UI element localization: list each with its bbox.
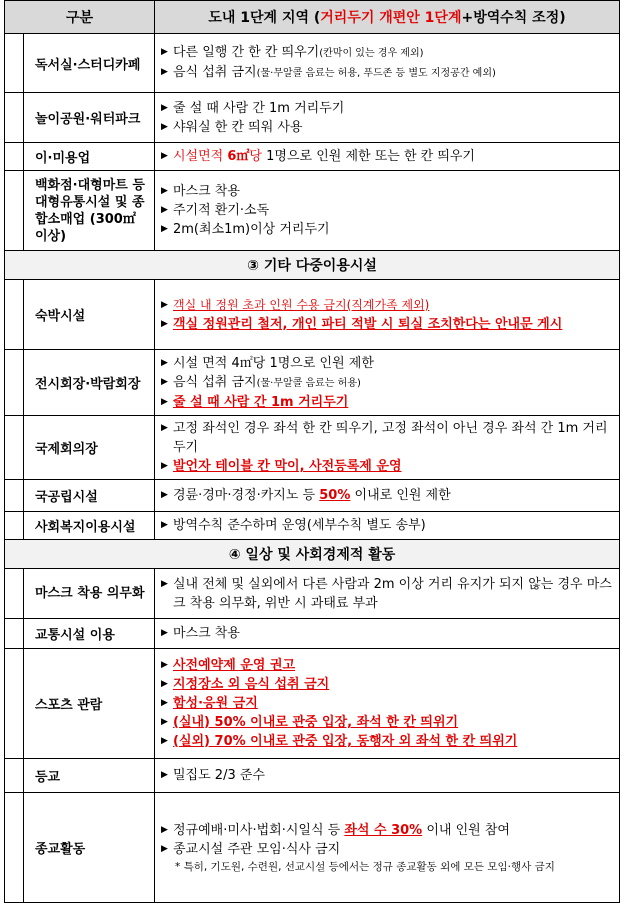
- rules-table: [4, 0, 620, 903]
- list-item: ▶ 시설 면적 4㎡당 1명으로 인원 제한: [161, 355, 374, 371]
- list-item: ▶ 마스크 착용: [161, 626, 240, 641]
- bullet-icon: ▶: [161, 67, 168, 77]
- bullet-icon: ▶: [161, 717, 168, 727]
- row-mask-mandate: [5, 569, 620, 619]
- bullet-icon: ▶: [161, 186, 168, 196]
- section-header-4: ④ 일상 및 사회경제적 활동: [5, 540, 620, 569]
- category-cell: 등교: [5, 759, 155, 793]
- bullet-icon: ▶: [161, 698, 168, 708]
- content-cell: [155, 34, 620, 93]
- row-exhibition: [5, 350, 620, 416]
- bullet-icon: ▶: [161, 679, 168, 689]
- category-cell: 이·미용업: [5, 143, 155, 171]
- header-row: [5, 1, 620, 34]
- list-item: ▶ 실내 전체 및 실외에서 다른 사람과 2m 이상 거리 유지가 되지 않는 경우 마스크 착용 의무화, 위반 시 과태료 부과: [161, 576, 612, 611]
- content-cell: [155, 93, 620, 143]
- category-cell: 스포츠 관람: [5, 649, 155, 759]
- category-cell: 마스크 착용 의무화: [5, 569, 155, 619]
- bullet-icon: ▶: [161, 843, 168, 854]
- bullet-icon: ▶: [161, 578, 168, 589]
- content-cell: [155, 143, 620, 171]
- list-item: ▶ 정규예배·미사·법회·시일식 등 좌석 수 30% 이내 인원 참여: [161, 822, 510, 838]
- list-item: ▶ 객실 정원관리 철저, 개인 파티 적발 시 퇴실 조치한다는 안내문 게시: [161, 316, 563, 332]
- content-cell: [155, 480, 620, 512]
- list-item: ▶ 줄 설 때 사람 간 1m 거리두기: [161, 394, 349, 410]
- list-item: ▶ 주기적 환기·소독: [161, 203, 270, 218]
- list-item: ▶ 다른 일행 간 한 칸 띄우기(칸막이 있는 경우 제외): [161, 45, 424, 60]
- bullet-icon: ▶: [161, 318, 168, 329]
- list-item: ▶ 음식 섭취 금지(물·무알콜 음료는 허용): [161, 374, 361, 390]
- content-cell: [155, 759, 620, 793]
- content-cell: [155, 171, 620, 251]
- list-item: ▶ 함성·응원 금지: [161, 696, 258, 711]
- bullet-icon: ▶: [161, 736, 168, 746]
- bullet-icon: ▶: [161, 660, 168, 670]
- list-item: ▶ 2m(최소1m)이상 거리두기: [161, 222, 330, 237]
- category-cell: 국제회의장: [5, 416, 155, 480]
- content-cell: [155, 793, 620, 903]
- bullet-icon: ▶: [161, 121, 168, 132]
- row-study-cafe: [5, 34, 620, 93]
- content-cell: [155, 619, 620, 649]
- list-item: ▶ 샤워실 한 칸 띄워 사용: [161, 119, 303, 135]
- list-item: ▶ 객실 내 정원 초과 인원 수용 금지(직계가족 제외): [161, 296, 613, 315]
- row-welfare: [5, 512, 620, 540]
- row-beauty-salon: [5, 143, 620, 171]
- section-header-3: ③ 기타 다중이용시설: [5, 251, 620, 280]
- bullet-icon: ▶: [161, 205, 168, 215]
- list-item: ▶ 경륜·경마·경정·카지노 등 50% 이내로 인원 제한: [161, 488, 451, 503]
- row-lodging: [5, 280, 620, 350]
- row-amusement-park: [5, 93, 620, 143]
- content-cell: [155, 350, 620, 416]
- row-school: [5, 759, 620, 793]
- bullet-icon: ▶: [161, 824, 168, 835]
- row-sports: [5, 649, 620, 759]
- row-department-store: [5, 171, 620, 251]
- row-religion: [5, 793, 620, 903]
- bullet-icon: ▶: [161, 396, 168, 407]
- row-conference: [5, 416, 620, 480]
- list-item: ▶ 방역수칙 준수하며 운영(세부수칙 별도 송부): [161, 518, 426, 533]
- list-item: ▶ 지정장소 외 음식 섭취 금지: [161, 677, 330, 692]
- list-item: ▶ 시설면적 6㎡당 1명으로 인원 제한 또는 한 칸 띄우기: [161, 149, 475, 164]
- list-item: ▶ 음식 섭취 금지(물·무알콜 음료는 허용, 푸드존 등 별도 지정공간 예외): [161, 65, 496, 80]
- footnote: * 특히, 기도원, 수련원, 선교시설 등에서는 정규 종교활동 외에 모든 모임·행사 금지: [175, 860, 555, 873]
- row-transit: [5, 619, 620, 649]
- bullet-icon: ▶: [161, 461, 168, 471]
- header-category: 구분: [5, 1, 155, 34]
- content-cell: [155, 416, 620, 480]
- category-cell: 전시회장·박람회장: [5, 350, 155, 416]
- category-cell: 사회복지이용시설: [5, 512, 155, 540]
- header-title: 도내 1단계 지역 (거리두기 개편안 1단계+방역수칙 조정): [155, 1, 620, 34]
- category-cell: 종교활동: [5, 793, 155, 903]
- rules-document: [4, 0, 620, 903]
- row-public-facility: [5, 480, 620, 512]
- list-item: ▶ (실내) 50% 이내로 관중 입장, 좌석 한 칸 띄위기: [161, 715, 459, 730]
- category-cell: 국공립시설: [5, 480, 155, 512]
- category-cell: 교통시설 이용: [5, 619, 155, 649]
- bullet-icon: ▶: [161, 224, 168, 234]
- bullet-icon: ▶: [161, 357, 168, 368]
- bullet-icon: ▶: [161, 770, 168, 780]
- category-cell: 독서실·스터디카페: [5, 34, 155, 93]
- bullet-icon: ▶: [161, 102, 168, 113]
- category-cell: 놀이공원·워터파크: [5, 93, 155, 143]
- content-cell: [155, 569, 620, 619]
- list-item: ▶ 줄 설 때 사람 간 1m 거리두기: [161, 100, 345, 116]
- content-cell: [155, 512, 620, 540]
- list-item: ▶ 사전예약제 운영 권고: [161, 658, 296, 673]
- content-cell: [155, 280, 620, 350]
- list-item: ▶ (실외) 70% 이내로 관중 입장, 동행자 외 좌석 한 칸 띄위기: [161, 734, 518, 749]
- category-cell: 숙박시설: [5, 280, 155, 350]
- content-cell: [155, 649, 620, 759]
- bullet-icon: ▶: [161, 299, 168, 310]
- bullet-icon: ▶: [161, 423, 168, 433]
- list-item: ▶ 고정 좌석인 경우 좌석 한 칸 띄우기, 고정 좌석이 아닌 경우 좌석 간 1m 거리두기: [161, 421, 608, 455]
- list-item: ▶ 마스크 착용: [161, 184, 240, 199]
- bullet-icon: ▶: [161, 151, 168, 161]
- bullet-icon: ▶: [161, 490, 168, 500]
- bullet-icon: ▶: [161, 47, 168, 57]
- list-item: ▶ 발언자 테이블 칸 막이, 사전등록제 운영: [161, 459, 402, 474]
- bullet-icon: ▶: [161, 376, 168, 387]
- bullet-icon: ▶: [161, 628, 168, 638]
- bullet-icon: ▶: [161, 520, 168, 530]
- list-item: ▶ 종교시설 주관 모임·식사 금지: [161, 841, 341, 857]
- list-item: ▶ 밀집도 2/3 준수: [161, 768, 265, 783]
- category-cell: 백화점·대형마트 등 대형유통시설 및 종합소매업 (300㎡ 이상): [5, 171, 155, 251]
